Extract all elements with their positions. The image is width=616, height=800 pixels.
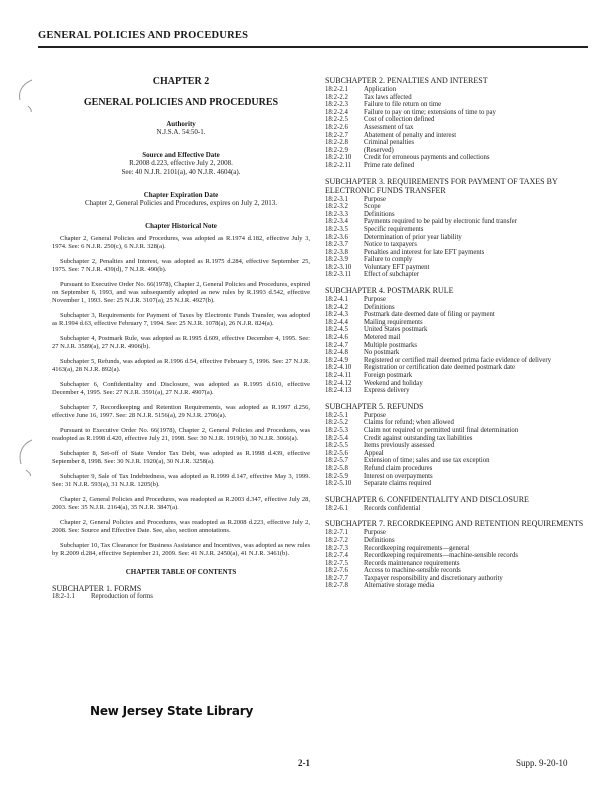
toc-row[interactable] (325, 480, 590, 488)
section-title: Items previously assessed (364, 442, 435, 450)
section-number: 18:2-1.1 (52, 593, 75, 600)
section-title: Purpose (364, 195, 386, 203)
section-number: 18:2-4.11 (325, 372, 351, 379)
toc-row[interactable] (325, 529, 590, 537)
toc-row[interactable] (325, 412, 590, 420)
section-number: 18:2-3.2 (325, 203, 348, 211)
toc-row[interactable] (325, 203, 590, 211)
toc-row[interactable] (325, 311, 590, 319)
subchapter-title: SUBCHAPTER 6. CONFIDENTIALITY AND DISCLOSURE (325, 494, 529, 504)
source-heading: Source and Effective Date (142, 151, 220, 159)
section-title: Failure to pay on time; extensions of time to pay (364, 108, 496, 116)
history-note: Chapter 2, General Policies and Procedures, was readopted as R.2003 d.347, effective July 28, 2003. See: 35 N.J.R. 2164(a), 35 N.J.R. 3847(a). (52, 496, 310, 511)
subchapter-title: SUBCHAPTER 7. RECORDKEEPING AND RETENTION REQUIREMENTS (325, 519, 584, 529)
source-line-1: R.2008 d.223, effective July 2, 2008. (129, 159, 233, 167)
section-title: Failure to file return on time (364, 101, 442, 109)
section-title: Prime rate defined (364, 161, 415, 169)
section-title: Taxpayer responsibility and discretionary authority (364, 574, 503, 582)
running-header: GENERAL POLICIES AND PROCEDURES (38, 30, 249, 41)
section-number: 18:2-5.2 (325, 419, 348, 427)
section-number: 18:2-2.1 (325, 86, 348, 93)
section-number: 18:2-7.5 (325, 559, 348, 567)
subchapter-7 (325, 519, 590, 590)
toc-row[interactable] (325, 304, 590, 312)
section-number: 18:2-7.2 (325, 536, 348, 544)
section-number: 18:2-4.6 (325, 334, 348, 342)
section-title: No postmark (364, 349, 400, 357)
section-title: Voluntary EFT payment (364, 263, 430, 271)
section-number: 18:2-5.5 (325, 442, 348, 450)
history-note: Subchapter 9, Sale of Tax Indebtedness, was adopted as R.1999 d.147, effective May 3, 1999. See: 31 N.J.R. 593(a), 31 N.J.R. 1205(b). (52, 473, 310, 488)
toc-row[interactable] (325, 505, 590, 513)
section-title: Metered mail (364, 334, 401, 342)
toc-row[interactable] (325, 427, 590, 435)
section-number: 18:2-4.1 (325, 296, 348, 304)
section-title: Appeal (364, 449, 384, 457)
toc-row[interactable] (325, 435, 590, 443)
section-title: Postmark date deemed date of filing or payment (364, 311, 495, 319)
section-number: 18:2-2.9 (325, 146, 348, 154)
toc-row[interactable] (325, 196, 590, 204)
section-title: Cost of collection defined (364, 116, 435, 124)
section-number: 18:2-2.2 (325, 93, 348, 101)
section-number: 18:2-4.10 (325, 364, 352, 372)
library-stamp: New Jersey State Library (90, 704, 254, 718)
toc-row[interactable] (325, 124, 590, 132)
section-number: 18:2-4.8 (325, 349, 348, 357)
section-title: Definitions (364, 210, 395, 218)
section-number: 18:2-2.5 (325, 116, 348, 124)
section-title: Records confidential (364, 504, 421, 512)
section-title: Tax laws affected (364, 93, 412, 101)
toc-row[interactable] (325, 326, 590, 334)
section-title: Weekend and holiday (364, 379, 423, 387)
section-number: 18:2-4.3 (325, 311, 348, 319)
section-title: United States postmark (364, 326, 428, 334)
section-number: 18:2-5.7 (325, 457, 348, 465)
supplement-date: Supp. 9-20-10 (516, 758, 568, 768)
toc-row[interactable] (325, 364, 590, 372)
section-title: Notice to taxpayers (364, 241, 417, 249)
history-note: Subchapter 10, Tax Clearance for Business Assistance and Incentives, was adopted as new rules by R.2009 d.284, effective September 21, 2009. See: 41 N.J.R. 2450(a), 41 N.J.R. 3461(b). (52, 542, 310, 557)
section-number: 18:2-7.1 (325, 529, 348, 537)
toc-row[interactable] (325, 582, 590, 590)
history-notes (52, 235, 310, 558)
section-number: 18:2-3.6 (325, 233, 348, 241)
section-title: Recordkeeping requirements—general (364, 544, 470, 552)
section-number: 18:2-7.3 (325, 544, 348, 552)
toc-row[interactable] (325, 218, 590, 226)
section-number: 18:2-2.10 (325, 154, 352, 162)
section-title: Definitions (364, 303, 395, 311)
section-number: 18:2-3.10 (325, 263, 352, 271)
section-title: Assessment of tax (364, 123, 414, 131)
section-title: Access to machine-sensible records (364, 567, 461, 575)
section-title: Records maintenance requirements (364, 559, 460, 567)
toc-row[interactable] (325, 132, 590, 140)
subchapter-title: SUBCHAPTER 4. POSTMARK RULE (325, 286, 454, 296)
section-title: Scope (364, 203, 381, 211)
section-number: 18:2-4.7 (325, 341, 348, 349)
page-number: 2-1 (298, 758, 310, 768)
section-number: 18:2-5.10 (325, 480, 352, 488)
history-note: Subchapter 8, Set-off of State Vendor Tax Debt, was adopted as R.1998 d.439, effective September 8, 1998. See: 30 N.J.R. 1920(a), 30 N.J.R. 3258(a). (52, 450, 310, 465)
toc-row[interactable] (325, 234, 590, 242)
history-note: Subchapter 7, Recordkeeping and Retention Requirements, was adopted as R.1997 d.256, effective June 16, 1997. See: 28 N.J.R. 5156(a), 29 N.J.R. 2706(a). (52, 404, 310, 419)
toc-row[interactable] (325, 545, 590, 553)
toc-row[interactable] (325, 139, 590, 147)
toc-row[interactable] (325, 249, 590, 257)
toc-row[interactable] (325, 334, 590, 342)
section-title: Recordkeeping requirements—machine-sensible records (364, 552, 519, 560)
section-title: Abatement of penalty and interest (364, 131, 457, 139)
history-note: Subchapter 3, Requirements for Payment of Taxes by Electronic Funds Transfer, was adopted as R.1994 d.63, effective February 7, 1994. See: 25 N.J.R. 1078(a), 26 N.J.R. 824(a). (52, 312, 310, 327)
section-number: 18:2-5.1 (325, 411, 348, 419)
section-number: 18:2-5.4 (325, 434, 348, 442)
subchapter-2 (325, 76, 590, 170)
history-heading: Chapter Historical Note (145, 222, 217, 230)
toc-row[interactable] (325, 211, 590, 219)
toc-row[interactable] (325, 473, 590, 481)
history-note: Subchapter 4, Postmark Rule, was adopted as R.1995 d.609, effective December 4, 1995. See: 27 N.J.R. 3589(a), 27 N.J.R. 4906(b). (52, 335, 310, 350)
section-title: Determination of prior year liability (364, 233, 462, 241)
section-title: Specific requirements (364, 225, 424, 233)
section-number: 18:2-4.4 (325, 318, 348, 326)
section-number: 18:2-2.11 (325, 161, 351, 169)
section-title: Application (364, 86, 397, 93)
toc-row[interactable] (325, 256, 590, 264)
section-number: 18:2-2.3 (325, 101, 348, 109)
section-number: 18:2-7.4 (325, 552, 348, 560)
toc-row[interactable] (325, 101, 590, 109)
left-column (52, 76, 310, 601)
section-number: 18:2-3.8 (325, 248, 348, 256)
toc-row[interactable] (325, 357, 590, 365)
section-number: 18:2-2.8 (325, 139, 348, 147)
section-number: 18:2-3.7 (325, 241, 348, 249)
history-note: Chapter 2, General Policies and Procedures, was readopted as R.2008 d.223, effective July 2, 2008. See: Source and Effective Date. See, also, section annotations. (52, 519, 310, 534)
subchapter-title: SUBCHAPTER 2. PENALTIES AND INTEREST (325, 76, 488, 85)
toc-row[interactable] (325, 147, 590, 155)
subchapter-1-title: SUBCHAPTER 1. FORMS (52, 584, 142, 593)
subchapter-4 (325, 286, 590, 395)
chapter-number: CHAPTER 2 (152, 76, 210, 87)
section-title: Purpose (364, 529, 386, 537)
section-title: Purpose (364, 296, 386, 304)
section-title: Registered or certified mail deemed prima facie evidence of delivery (364, 356, 552, 364)
toc-row[interactable] (325, 419, 590, 427)
section-number: 18:2-4.12 (325, 379, 352, 387)
authority-heading: Authority (166, 120, 196, 128)
section-number: 18:2-2.4 (325, 108, 348, 116)
section-title: Separate claims required (364, 480, 432, 488)
toc-row[interactable] (325, 380, 590, 388)
subchapter-title: SUBCHAPTER 5. REFUNDS (325, 401, 424, 411)
section-title: Extension of time; sales and use tax exception (364, 457, 490, 465)
history-note: Chapter 2, General Policies and Procedures, was adopted as R.1974 d.182, effective July 3, 1974. See: 6 N.J.R. 250(c), 6 N.J.R. 328(a). (52, 235, 310, 250)
toc-row[interactable] (325, 319, 590, 327)
subchapter-3 (325, 177, 590, 280)
section-title: Criminal penalties (364, 139, 415, 147)
toc-row[interactable] (325, 349, 590, 357)
toc-row[interactable] (325, 450, 590, 458)
section-number: 18:2-3.4 (325, 218, 348, 226)
toc-row[interactable] (325, 264, 590, 272)
toc-row[interactable] (325, 296, 590, 304)
section-number: 18:2-5.3 (325, 426, 348, 434)
section-number: 18:2-5.9 (325, 472, 348, 480)
toc-row[interactable] (325, 372, 590, 380)
section-title: Claims for refund; when allowed (364, 419, 454, 427)
toc-row[interactable] (325, 537, 590, 545)
scan-mark-bottom (14, 438, 36, 478)
section-title: Claim not required or permitted until final determination (364, 426, 519, 434)
toc-row[interactable] (325, 86, 590, 94)
section-title: Penalties and interest for late EFT payments (364, 248, 485, 256)
section-number: 18:2-4.13 (325, 387, 352, 395)
section-number: 18:2-7.8 (325, 582, 348, 590)
toc-row[interactable] (325, 226, 590, 234)
toc-row[interactable] (325, 109, 590, 117)
toc-row[interactable] (325, 342, 590, 350)
section-title: Alternative storage media (364, 582, 435, 590)
section-number: 18:2-3.11 (325, 271, 351, 279)
chapter-title: GENERAL POLICIES AND PROCEDURES (83, 97, 279, 108)
toc-heading: CHAPTER TABLE OF CONTENTS (125, 568, 237, 576)
section-title: Failure to comply (364, 256, 413, 264)
section-number: 18:2-3.3 (325, 210, 348, 218)
toc-row[interactable] (325, 162, 590, 170)
section-title: Registration or certification date deemed postmark date (364, 364, 515, 372)
history-note: Pursuant to Executive Order No. 66(1978), Chapter 2, General Policies and Procedures, expired on September 6, 1993, and was subsequently adopted as new rules by R.1993 d.542, effective November 1, 1993. See: 25 N.J.R. 3107(a), 25 N.J.R. 4927(b). (52, 281, 310, 304)
toc-row[interactable] (325, 567, 590, 575)
toc-row[interactable] (52, 593, 310, 601)
section-title: (Reserved) (364, 146, 394, 154)
history-note: Pursuant to Executive Order No. 66(1978), Chapter 2, General Policies and Procedures, was readopted as R.1998 d.420, effective July 21, 1998. See: 30 N.J.R. 1919(b), 30 N.J.R. 3066(a). (52, 427, 310, 442)
toc-row[interactable] (325, 575, 590, 583)
section-title: Credit against outstanding tax liabilities (364, 434, 473, 442)
toc-row[interactable] (325, 457, 590, 465)
toc-row[interactable] (325, 560, 590, 568)
right-column (325, 76, 590, 597)
section-title: Effect of subchapter (364, 271, 419, 279)
toc-row[interactable] (325, 116, 590, 124)
section-number: 18:2-7.6 (325, 567, 348, 575)
section-number: 18:2-4.5 (325, 326, 348, 334)
subchapter-5 (325, 402, 590, 488)
scan-mark-top (14, 78, 36, 114)
history-note: Subchapter 5, Refunds, was adopted as R.1996 d.54, effective February 5, 1996. See: 27 N.J.R. 4163(a), 28 N.J.R. 892(a). (52, 358, 310, 373)
section-number: 18:2-2.6 (325, 123, 348, 131)
section-number: 18:2-3.1 (325, 195, 348, 203)
section-number: 18:2-3.9 (325, 256, 348, 264)
toc-row[interactable] (325, 442, 590, 450)
subchapter-title: SUBCHAPTER 3. REQUIREMENTS FOR PAYMENT OF TAXES BY ELECTRONIC FUNDS TRANSFER (325, 176, 558, 195)
section-title: Mailing requirements (364, 318, 423, 326)
history-note: Subchapter 6, Confidentiality and Disclosure, was adopted as R.1995 d.610, effective December 4, 1995. See: 27 N.J.R. 3591(a), 27 N.J.R. 4907(a). (52, 381, 310, 396)
section-title: Reproduction of forms (91, 593, 153, 600)
toc-row[interactable] (325, 465, 590, 473)
expiration-heading: Chapter Expiration Date (143, 191, 219, 199)
section-number: 18:2-4.9 (325, 356, 348, 364)
section-number: 18:2-4.2 (325, 303, 348, 311)
section-number: 18:2-7.7 (325, 574, 348, 582)
subchapter-6 (325, 495, 590, 513)
toc-row[interactable] (325, 271, 590, 279)
source-line-2: See: 40 N.J.R. 2101(a), 40 N.J.R. 4604(a). (121, 168, 241, 176)
section-title: Interest on overpayments (364, 472, 433, 480)
section-title: Foreign postmark (364, 372, 413, 379)
section-title: Express delivery (364, 387, 410, 395)
toc-row[interactable] (325, 154, 590, 162)
section-title: Refund claim procedures (364, 464, 433, 472)
toc-row[interactable] (325, 241, 590, 249)
expiration-text: Chapter 2, General Policies and Procedures, expires on July 2, 2013. (84, 199, 278, 207)
section-title: Definitions (364, 536, 395, 544)
section-title: Credit for erroneous payments and collections (364, 154, 490, 162)
section-number: 18:2-5.6 (325, 449, 348, 457)
section-title: Payments required to be paid by electronic fund transfer (364, 218, 517, 226)
history-note: Subchapter 2, Penalties and Interest, was adopted as R.1975 d.284, effective September 25, 1975. See: 7 N.J.R. 439(d), 7 N.J.R. 490(b). (52, 258, 310, 273)
header-rule (38, 46, 588, 48)
section-number: 18:2-3.5 (325, 225, 348, 233)
section-number: 18:2-5.8 (325, 464, 348, 472)
toc-row[interactable] (325, 387, 590, 395)
authority-text: N.J.S.A. 54:50-1. (156, 128, 206, 136)
section-title: Multiple postmarks (364, 341, 418, 349)
section-number: 18:2-2.7 (325, 131, 348, 139)
section-number: 18:2-6.1 (325, 504, 348, 512)
toc-row[interactable] (325, 94, 590, 102)
section-title: Purpose (364, 411, 386, 419)
toc-row[interactable] (325, 552, 590, 560)
